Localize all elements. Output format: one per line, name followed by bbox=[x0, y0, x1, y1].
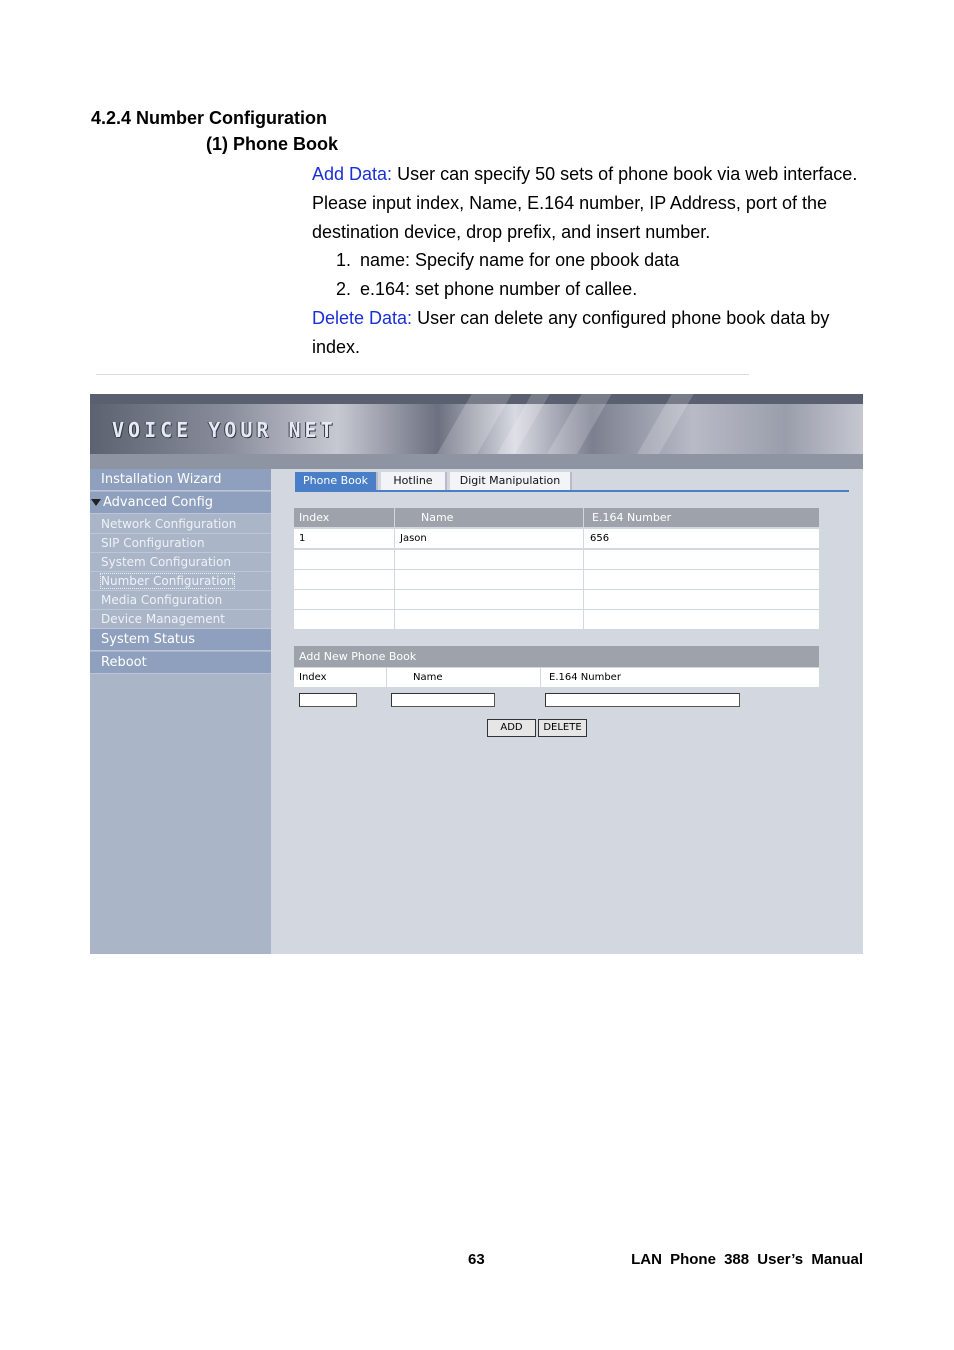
column-header-name: Name bbox=[395, 508, 583, 527]
table-cell bbox=[395, 550, 583, 569]
nav-reboot[interactable]: Reboot bbox=[90, 652, 271, 674]
table-cell bbox=[294, 610, 394, 629]
header-banner bbox=[90, 394, 863, 469]
delete-button[interactable]: DELETE bbox=[538, 719, 587, 737]
page-number: 63 bbox=[468, 1251, 485, 1268]
nav-number-configuration-label: Number Configuration bbox=[101, 574, 235, 588]
add-new-header-e164: E.164 Number bbox=[541, 668, 819, 687]
add-new-header-index: Index bbox=[294, 668, 386, 687]
add-data-text: User can specify 50 sets of phone book via web interface. Please input index, Name, E.164 number, IP Address, port of the destination device, drop prefix, and insert number. bbox=[312, 164, 858, 242]
delete-data-paragraph bbox=[312, 304, 872, 362]
sub-heading: (1) Phone Book bbox=[206, 134, 339, 154]
phone-book-screenshot bbox=[90, 394, 863, 954]
list-number: 2. bbox=[336, 279, 352, 299]
table-cell bbox=[395, 570, 583, 589]
index-input[interactable] bbox=[299, 693, 357, 707]
name-input[interactable] bbox=[391, 693, 495, 707]
add-data-paragraph bbox=[312, 160, 872, 247]
delete-data-label: Delete Data: bbox=[312, 308, 413, 328]
manual-title: LAN Phone 388 User’s Manual bbox=[631, 1251, 863, 1268]
triangle-down-icon bbox=[91, 499, 101, 506]
nav-sip-configuration[interactable]: SIP Configuration bbox=[90, 534, 271, 553]
list-text: e.164: set phone number of callee. bbox=[360, 279, 638, 299]
add-new-header-name: Name bbox=[387, 668, 540, 687]
nav-number-configuration[interactable] bbox=[90, 572, 271, 591]
add-data-label: Add Data: bbox=[312, 164, 393, 184]
column-header-e164: E.164 Number bbox=[584, 508, 819, 527]
table-cell bbox=[294, 590, 394, 609]
delete-data-text: User can delete any configured phone book data by index. bbox=[312, 308, 830, 357]
tab-digit-manipulation[interactable]: Digit Manipulation bbox=[450, 472, 572, 490]
field-list bbox=[312, 246, 679, 304]
list-text: name: Specify name for one pbook data bbox=[360, 250, 680, 270]
table-cell bbox=[584, 610, 819, 629]
table-cell bbox=[294, 550, 394, 569]
table-cell: Jason bbox=[395, 529, 583, 548]
sidebar bbox=[90, 469, 271, 954]
table-cell bbox=[584, 570, 819, 589]
nav-system-configuration[interactable]: System Configuration bbox=[90, 553, 271, 572]
nav-network-configuration[interactable]: Network Configuration bbox=[90, 515, 271, 534]
nav-advanced-config[interactable] bbox=[90, 492, 271, 514]
add-button[interactable]: ADD bbox=[487, 719, 536, 737]
table-cell: 656 bbox=[584, 529, 819, 548]
nav-advanced-config-label: Advanced Config bbox=[103, 495, 214, 510]
tab-hotline[interactable]: Hotline bbox=[381, 472, 447, 490]
table-cell bbox=[395, 610, 583, 629]
brand-logo: VOICE YOUR NET bbox=[112, 418, 337, 442]
nav-system-status[interactable]: System Status bbox=[90, 629, 271, 651]
e164-number-input[interactable] bbox=[545, 693, 740, 707]
tab-phone-book[interactable]: Phone Book bbox=[295, 472, 378, 490]
nav-installation-wizard[interactable]: Installation Wizard bbox=[90, 469, 271, 491]
table-cell: 1 bbox=[294, 529, 394, 548]
table-cell bbox=[294, 570, 394, 589]
nav-media-configuration[interactable]: Media Configuration bbox=[90, 591, 271, 610]
table-cell bbox=[584, 590, 819, 609]
list-item bbox=[312, 275, 679, 304]
add-new-title: Add New Phone Book bbox=[294, 646, 819, 667]
column-header-index: Index bbox=[294, 508, 394, 527]
divider bbox=[96, 374, 749, 375]
table-cell bbox=[395, 590, 583, 609]
nav-device-management[interactable]: Device Management bbox=[90, 610, 271, 629]
tab-underline bbox=[295, 490, 849, 492]
table-cell bbox=[584, 550, 819, 569]
list-item bbox=[312, 246, 679, 275]
list-number: 1. bbox=[336, 250, 352, 270]
section-heading: 4.2.4 Number Configuration bbox=[91, 108, 328, 128]
